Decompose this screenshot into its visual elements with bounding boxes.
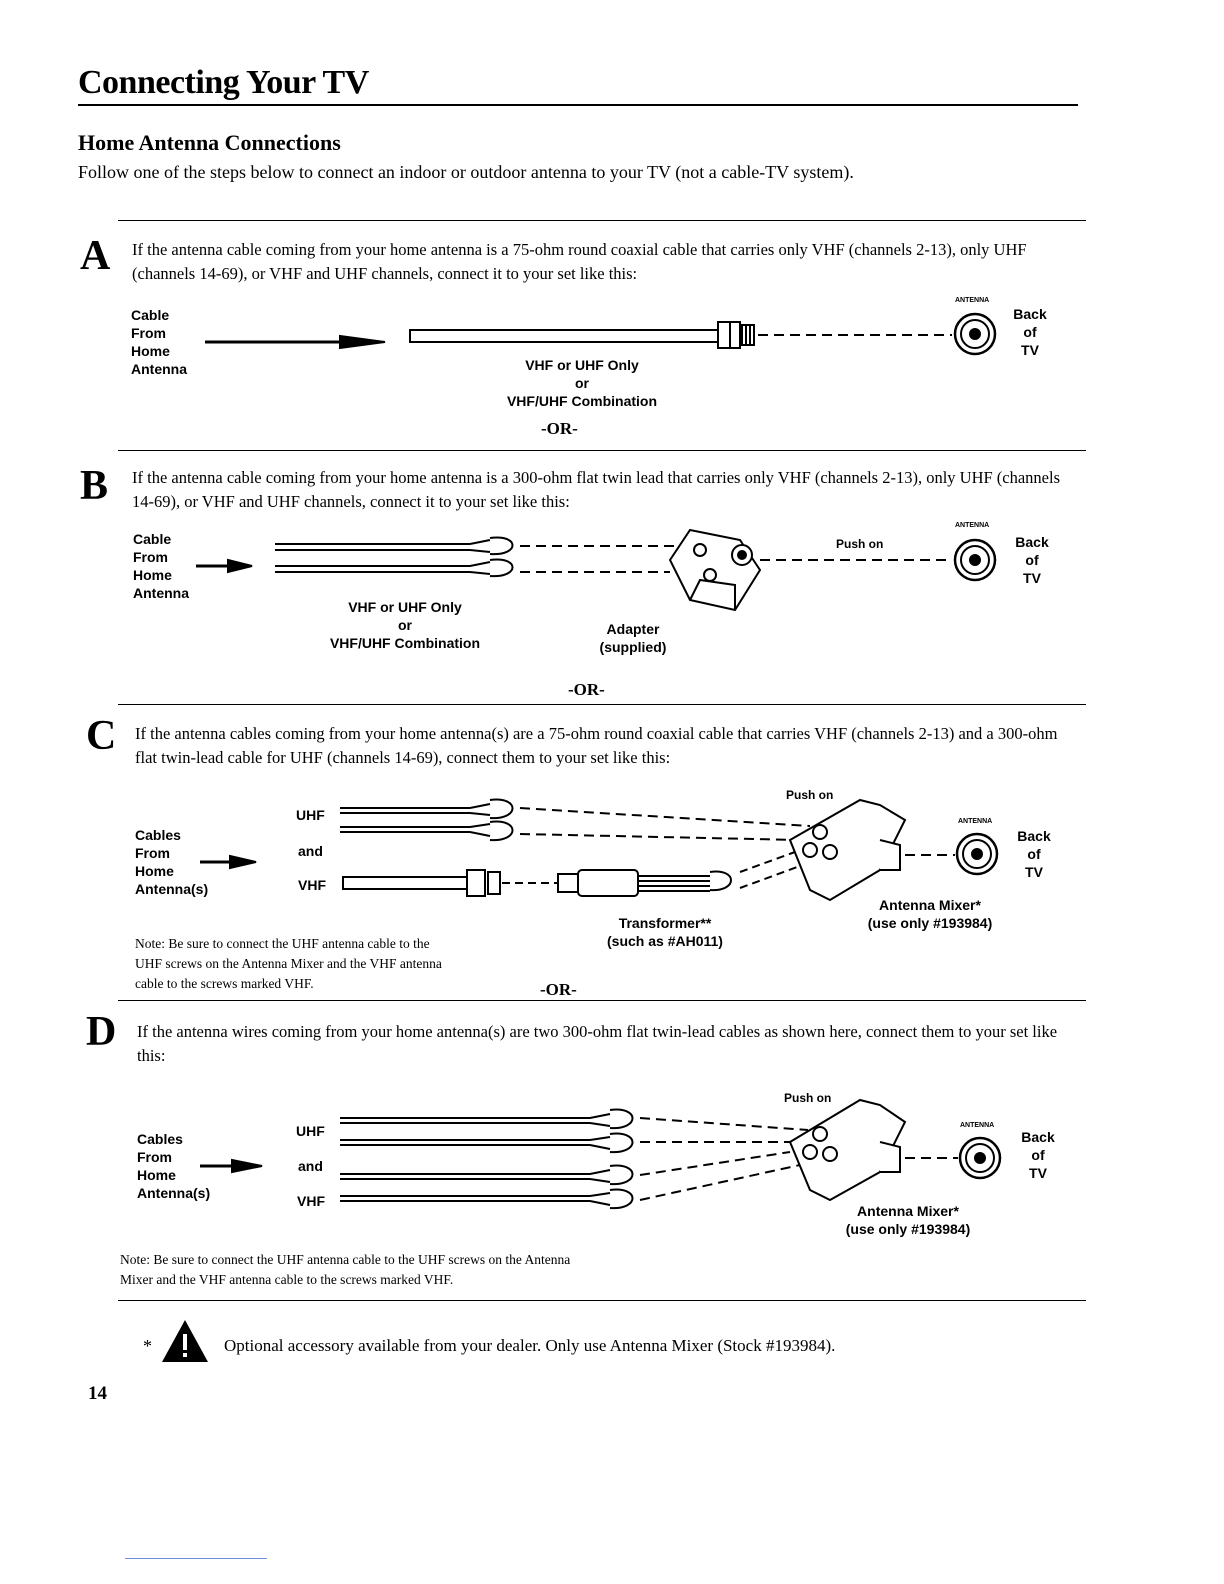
step-c-mixer-label: Antenna Mixer* (use only #193984): [867, 897, 993, 931]
step-b-text: If the antenna cable coming from your home antenna is a 300-ohm flat twin lead that carries only VHF (channels 2-13), only UHF (channels 14-69), or VHF and UHF channels, connect it to your set like this:: [132, 468, 1061, 511]
step-c-transformer-label: Transformer** (such as #AH011): [607, 915, 723, 949]
bottom-link-underline: [125, 1558, 267, 1559]
step-b-adapter-label: Adapter (supplied): [599, 621, 667, 655]
step-d-mixer-label: Antenna Mixer* (use only #193984): [845, 1203, 971, 1237]
step-b-source-label: Cable From Home Antenna: [133, 531, 189, 601]
step-a-source-label: Cable From Home Antenna: [131, 307, 187, 377]
step-c-note: Note: Be sure to connect the UHF antenna cable to the UHF screws on the Antenna Mixer and the VHF antenna cable to the screws marked VHF.: [135, 936, 442, 991]
intro-text: Follow one of the steps below to connect an indoor or outdoor antenna to your TV (not a cable-TV system).: [78, 162, 854, 182]
footer-star: *: [143, 1336, 152, 1356]
step-a-text: If the antenna cable coming from your home antenna is a 75-ohm round coaxial cable that carries only VHF (channels 2-13), only UHF (channels 14-69), or VHF and UHF channels, connect it to your set like this:: [132, 240, 1027, 283]
step-b-back-of-tv: Back of TV: [1015, 534, 1049, 586]
step-c-vhf-label: VHF: [298, 877, 326, 893]
step-b-letter: B: [80, 463, 109, 509]
step-d-letter: D: [86, 1009, 117, 1055]
step-c-antenna-label: ANTENNA: [958, 818, 993, 825]
step-d-back-of-tv: Back of TV: [1021, 1129, 1055, 1181]
step-d-source-label: Cables From Home Antenna(s): [137, 1131, 211, 1201]
or-separator-b: -OR-: [568, 680, 605, 699]
step-c-text: If the antenna cables coming from your home antenna(s) are a 75-ohm round coaxial cable that carries VHF (channels 2-13) and a 300-ohm flat twin-lead cable for UHF (channels 14-69), connect them to your set like this:: [135, 724, 1058, 767]
step-a-cable-label: VHF or UHF Only or VHF/UHF Combination: [506, 357, 658, 409]
step-d-vhf-label: VHF: [297, 1193, 325, 1209]
step-a-back-of-tv: Back of TV: [1013, 306, 1047, 358]
page-number: 14: [88, 1383, 107, 1404]
warning-triangle-icon: [160, 1318, 210, 1364]
step-b-antenna-label: ANTENNA: [955, 522, 990, 529]
step-d-antenna-label: ANTENNA: [960, 1122, 995, 1129]
step-c-back-of-tv: Back of TV: [1017, 828, 1051, 880]
step-c-source-label: Cables From Home Antenna(s): [135, 827, 209, 897]
step-c-letter: C: [86, 713, 117, 759]
step-d-and-label: and: [298, 1158, 323, 1174]
step-d-push-on: Push on: [784, 1091, 832, 1105]
step-d-text: If the antenna wires coming from your home antenna(s) are two 300-ohm flat twin-lead cables as shown here, connect them to your set like this:: [137, 1022, 1058, 1065]
page-title: Connecting Your TV: [78, 64, 369, 101]
step-c-uhf-label: UHF: [296, 807, 325, 823]
step-b-push-on: Push on: [836, 537, 884, 551]
step-c-push-on: Push on: [786, 788, 834, 802]
step-d-uhf-label: UHF: [296, 1123, 325, 1139]
section-title: Home Antenna Connections: [78, 130, 341, 155]
step-a-letter: A: [80, 233, 111, 279]
step-b-cable-label: VHF or UHF Only or VHF/UHF Combination: [329, 599, 481, 651]
step-a-antenna-label: ANTENNA: [955, 297, 990, 304]
step-c-and-label: and: [298, 843, 323, 859]
or-separator-c: -OR-: [540, 980, 577, 999]
or-separator-a: -OR-: [541, 419, 578, 438]
footer-note: Optional accessory available from your dealer. Only use Antenna Mixer (Stock #193984).: [224, 1336, 836, 1355]
divider-footer: [118, 1300, 1086, 1301]
step-d-note: Note: Be sure to connect the UHF antenna cable to the UHF screws on the Antenna Mixer and the VHF antenna cable to the screws marked VHF.: [120, 1252, 571, 1287]
